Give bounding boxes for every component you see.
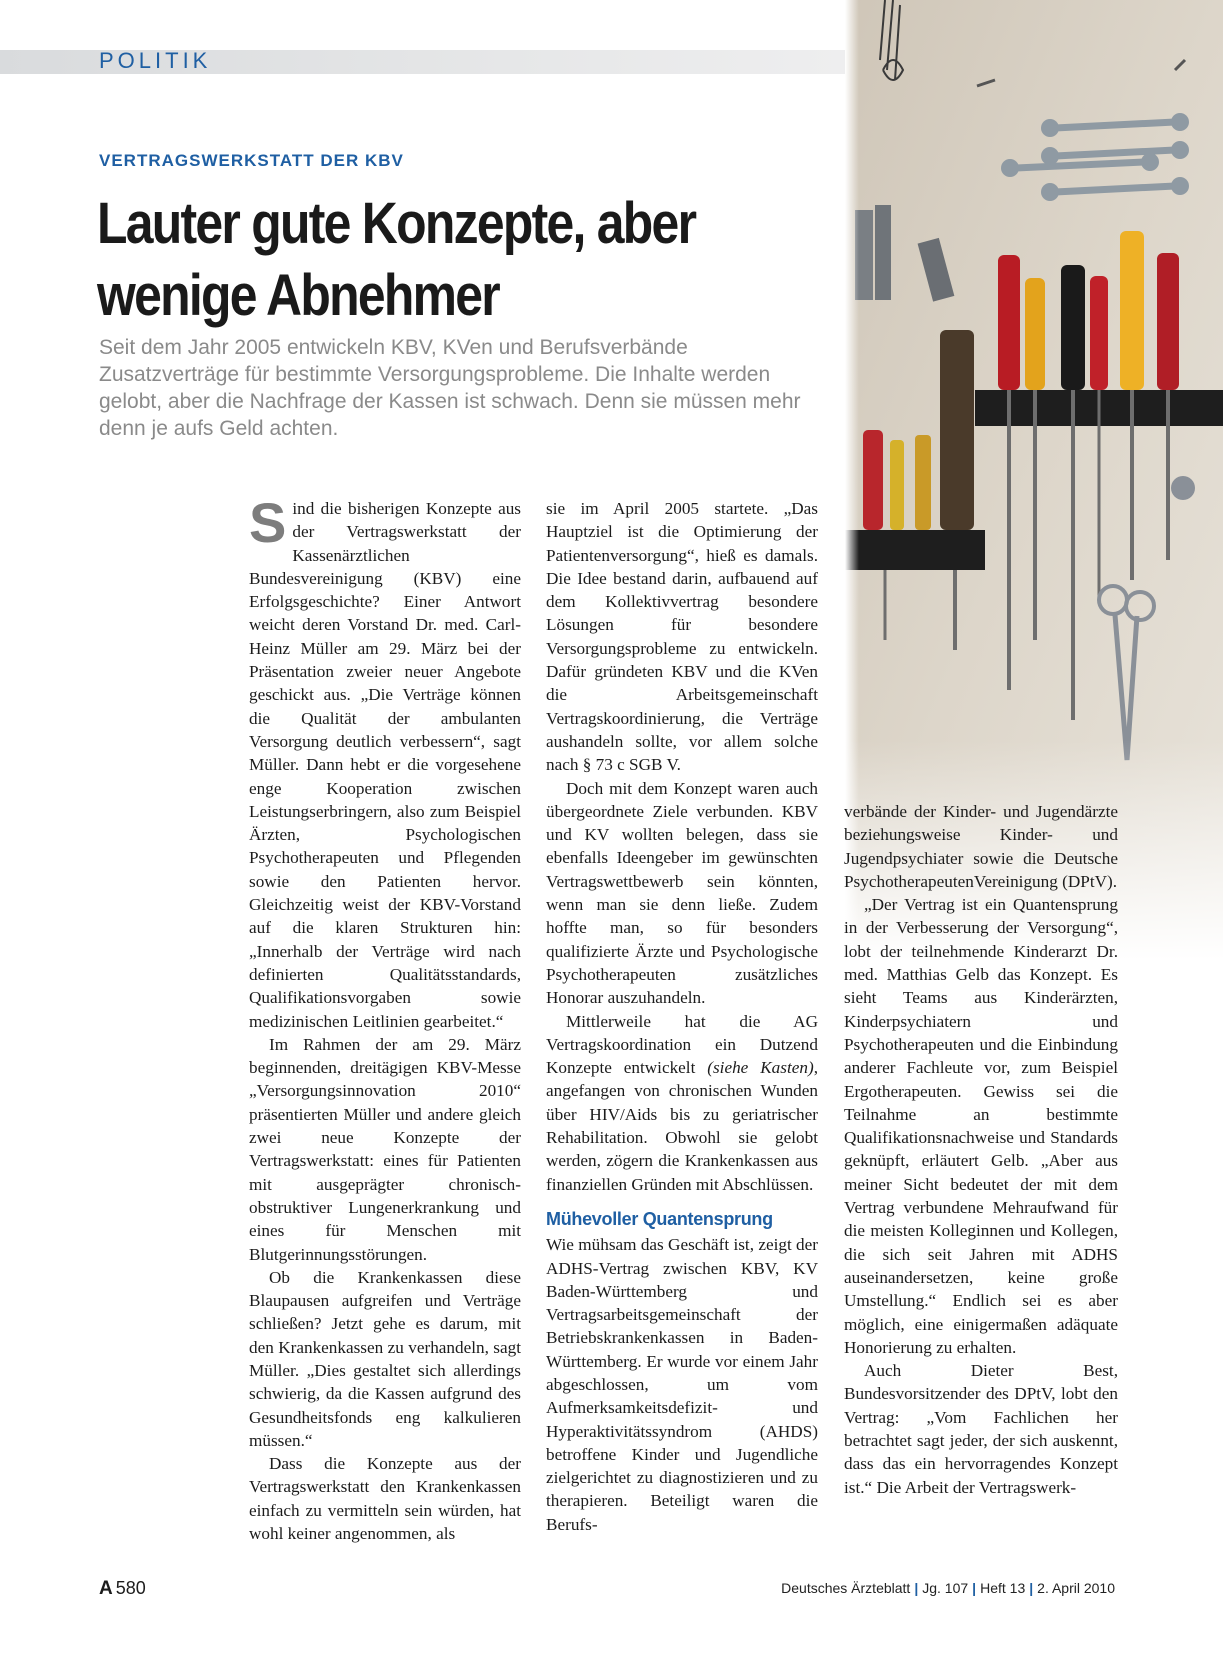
page-number bbox=[99, 1578, 146, 1600]
body-paragraph: sie im April 2005 startete. „Das Hauptziel ist die Optimierung der Patientenversorgung“, hieß es damals. Die Idee bestand darin, aufbauend auf dem Kollektivvertrag besondere Lösungen für besondere Versorgungsprobleme zu entwickeln. Dafür gründeten KBV und die KVen die Arbeitsgemeinschaft Vertragskoordinierung, die Verträge aushandeln sollte, vor allem solche nach § 73 c SGB V. bbox=[546, 499, 818, 775]
body-paragraph bbox=[546, 1010, 818, 1196]
drop-cap: S bbox=[249, 491, 287, 554]
page-prefix: A bbox=[99, 1578, 113, 1599]
subheading: Mühevoller Quantensprung bbox=[546, 1208, 773, 1229]
body-paragraph: Wie mühsam das Geschäft ist, zeigt der ADHS-Vertrag zwischen KBV, KV Baden-Württemberg und Vertragsarbeitsgemeinschaft der Betriebskrankenkassen in Baden-Württemberg. Er wurde vor einem Jahr abgeschlossen, um vom Aufmerksamkeitsdefizit- und Hyperaktivitätssyndrom (AHDS) betroffene Kinder und Jugendliche zielgerichtet zu diagnostizieren und zu therapieren. Beteiligt waren die Berufs- bbox=[546, 1235, 818, 1534]
journal-volume: Jg. 107 bbox=[922, 1580, 969, 1596]
body-column-1 bbox=[249, 491, 521, 1545]
body-paragraph: „Der Vertrag ist ein Quantensprung in der Verbesserung der Versorgung“, lobt der teilnehmende Kinderarzt Dr. med. Matthias Gelb das Konzept. Es sieht Teams aus Kinderärzten, Kinderpsychiatern und Psychotherapeuten und die Einbindung anderer Fachleute vor, zum Beispiel Ergotherapeuten. Gewiss sei die Teilnahme an bestimmte Qualifikationsnachweise und Standards geknüpft, erläutert Gelb. „Aber aus meiner Sicht bedeutet der mit dem Vertrag verbundene Mehraufwand für die meisten Kolleginnen und Kollegen, die sich seit Jahren mit ADHS auseinandersetzen, keine große Umstellung.“ Endlich sei es aber möglich, eine einigermaßen adäquate Honorierung zu erhalten. bbox=[844, 895, 1118, 1357]
journal-issue: Heft 13 bbox=[980, 1580, 1026, 1596]
body-paragraph: verbände der Kinder- und Jugendärzte beziehungsweise Kinder- und Jugendpsychiater sowie die Deutsche PsychotherapeutenVereinigung (DPtV). bbox=[844, 802, 1118, 891]
journal-footer bbox=[781, 1580, 1115, 1596]
footer-separator: | bbox=[972, 1580, 977, 1596]
page-number-value: 580 bbox=[115, 1578, 146, 1598]
article-kicker: VERTRAGSWERKSTATT DER KBV bbox=[99, 151, 404, 170]
body-paragraph: Dass die Konzepte aus der Vertragswerkstatt den Krankenkassen einfach zu vermitteln sein würden, hat wohl keiner angenommen, als bbox=[249, 1454, 521, 1544]
journal-name: Deutsches Ärzteblatt bbox=[781, 1580, 911, 1596]
box-reference: (siehe Kasten) bbox=[707, 1058, 814, 1078]
body-column-3 bbox=[844, 800, 1118, 1499]
body-paragraph: Im Rahmen der am 29. März beginnenden, dreitägigen KBV-Messe „Versorgungsinnovation 2010“ präsentierten Müller und andere gleich zwei neue Konzepte der Vertragswerkstatt: eines für Patienten mit ausgeprägter chronisch-obstruktiver Lungenerkrankung und eines für Menschen mit Blutgerinnungsstörungen. bbox=[249, 1034, 521, 1264]
body-text: Mittlerweile hat die AG Vertragskoordination ein Dutzend Konzepte entwickelt bbox=[546, 1011, 818, 1078]
body-paragraph: Auch Dieter Best, Bundesvorsitzender des DPtV, lobt den Vertrag: „Vom Fachlichen her betrachtet sagt jeder, der sich auskennt, dass das ein hervorragendes Konzept ist.“ Die Arbeit der Vertragswerk- bbox=[844, 1361, 1118, 1497]
headline-line-2: wenige Abnehmer bbox=[97, 263, 499, 328]
body-paragraph: Doch mit dem Konzept waren auch übergeordnete Ziele verbunden. KBV und KV wollten belegen, dass sie ebenfalls Ideengeber im gewünschten Vertragswettbewerb sein könnten, wenn man sie denn ließe. Zudem hoffte man, so für besonders qualifizierte Ärzte und Psychologische Psychotherapeuten zusätzliches Honorar auszuhandeln. bbox=[546, 778, 818, 1008]
body-column-2 bbox=[546, 497, 818, 1536]
body-paragraph: Ob die Krankenkassen diese Blaupausen aufgreifen und Verträge schließen? Jetzt gehe es darum, mit den Krankenkassen zu verhandeln, sagt Müller. „Dies gestaltet sich allerdings schwierig, da die Kassen aufgrund des Gesundheitsfonds eng kalkulieren müssen.“ bbox=[249, 1267, 521, 1450]
section-label: POLITIK bbox=[99, 48, 212, 73]
journal-date: 2. April 2010 bbox=[1037, 1580, 1115, 1596]
body-text: ind die bisherigen Konzepte aus der Vertragswerkstatt der Kassenärztlichen Bundesvereinigung (KBV) eine Erfolgsgeschichte? Einer Antwort weicht deren Vorstand Dr. med. Carl-Heinz Müller am 29. März bei der Präsentation zweier neuer Angebote geschickt aus. „Die Verträge können die Qualität der ambulanten Versorgung deutlich verbessern“, sagt Müller. Dann hebt er die vorgesehene enge Kooperation zwischen Leistungserbringern, also zum Beispiel Ärzten, Psychologischen Psychotherapeuten und Pflegenden sowie den Patienten hervor. Gleichzeitig weist der KBV-Vorstand auf die klaren Strukturen hin: „Innerhalb der Verträge wird nach definierten Qualitätsstandards, Qualifikationsvorgaben sowie medizinischen Leitlinien gearbeitet.“ bbox=[249, 499, 521, 1031]
article-headline bbox=[97, 188, 733, 332]
body-paragraph bbox=[249, 491, 521, 1033]
body-text: , angefangen von chronischen Wunden über HIV/Aids bis zu geriatrischer Rehabilitation. Obwohl sie gelobt werden, zögern die Krankenkassen aus finanziellen Gründen mit Abschlüssen. bbox=[546, 1058, 818, 1194]
footer-separator: | bbox=[1029, 1580, 1034, 1596]
article-lead: Seit dem Jahr 2005 entwickeln KBV, KVen und Berufsverbände Zusatzverträge für bestimmte Versorgungsprobleme. Die Inhalte werden gelobt, aber die Nachfrage der Kassen ist schwach. Denn sie müssen mehr denn je aufs Geld achten. bbox=[99, 336, 801, 440]
footer-separator: | bbox=[914, 1580, 919, 1596]
headline-line-1: Lauter gute Konzepte, aber bbox=[97, 191, 696, 256]
